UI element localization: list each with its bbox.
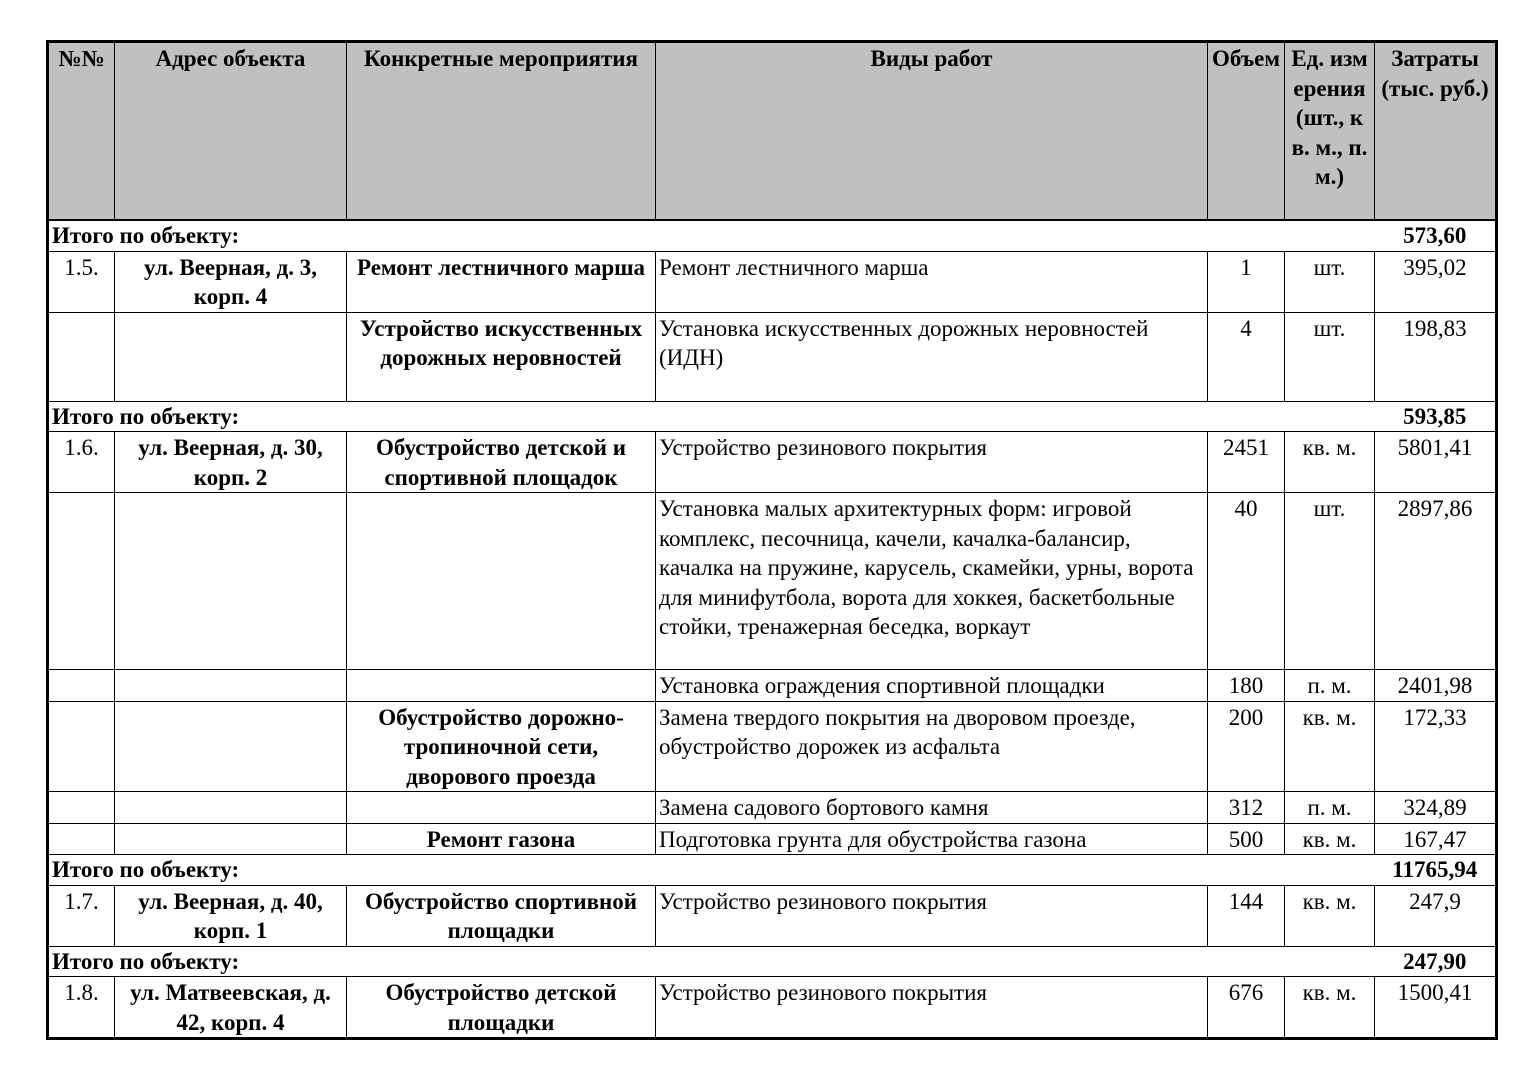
activity-cell: Устройство искусственных дорожных неровностей — [347, 312, 656, 401]
address-cell: ул. Матвеевская, д. 42, корп. 4 — [115, 977, 347, 1039]
work-type-cell: Замена садового бортового камня — [656, 792, 1208, 824]
work-type-cell: Установка ограждения спортивной площадки — [656, 670, 1208, 702]
unit-cell: кв. м. — [1285, 885, 1375, 946]
address-cell — [115, 823, 347, 855]
unit-cell: кв. м. — [1285, 701, 1375, 792]
header-cost: Затраты (тыс. руб.) — [1375, 42, 1497, 221]
header-volume: Объем — [1208, 42, 1285, 221]
volume-cell: 40 — [1208, 493, 1285, 670]
total-label: Итого по объекту: — [48, 855, 1375, 886]
work-type-cell: Установка искусственных дорожных неровностей (ИДН) — [656, 312, 1208, 401]
row-number-cell — [48, 312, 115, 401]
header-row — [48, 42, 1497, 221]
address-cell: ул. Веерная, д. 30, корп. 2 — [115, 432, 347, 493]
table-row — [48, 701, 1497, 792]
activity-cell: Обустройство детской и спортивной площадок — [347, 432, 656, 493]
work-type-cell: Замена твердого покрытия на дворовом проезде, обустройство дорожек из асфальта — [656, 701, 1208, 792]
volume-cell: 2451 — [1208, 432, 1285, 493]
cost-cell: 2897,86 — [1375, 493, 1497, 670]
activity-cell: Обустройство спортивной площадки — [347, 885, 656, 946]
unit-cell: шт. — [1285, 312, 1375, 401]
work-type-cell: Установка малых архитектурных форм: игровой комплекс, песочница, качели, качалка-балансир, качалка на пружине, карусель, скамейки, урны, ворота для минифутбола, ворота для хоккея, баскетбольные стойки, тренажерная беседка, воркаут — [656, 493, 1208, 670]
cost-cell: 5801,41 — [1375, 432, 1497, 493]
row-number-cell: 1.5. — [48, 251, 115, 312]
total-label: Итого по объекту: — [48, 220, 1375, 251]
total-value: 247,90 — [1375, 946, 1497, 977]
row-number-cell — [48, 670, 115, 702]
address-cell — [115, 792, 347, 824]
document-page — [46, 40, 1495, 1040]
unit-cell: кв. м. — [1285, 432, 1375, 493]
address-cell: ул. Веерная, д. 40, корп. 1 — [115, 885, 347, 946]
total-value: 11765,94 — [1375, 855, 1497, 886]
address-cell — [115, 312, 347, 401]
volume-cell: 1 — [1208, 251, 1285, 312]
cost-cell: 172,33 — [1375, 701, 1497, 792]
table-row — [48, 312, 1497, 401]
total-row — [48, 401, 1497, 432]
cost-cell: 1500,41 — [1375, 977, 1497, 1039]
unit-cell: кв. м. — [1285, 977, 1375, 1039]
address-cell — [115, 493, 347, 670]
cost-cell: 198,83 — [1375, 312, 1497, 401]
row-number-cell — [48, 493, 115, 670]
header-address: Адрес объекта — [115, 42, 347, 221]
activity-cell — [347, 670, 656, 702]
unit-cell: шт. — [1285, 251, 1375, 312]
total-row — [48, 855, 1497, 886]
row-number-cell — [48, 701, 115, 792]
table-body — [48, 220, 1497, 1039]
volume-cell: 676 — [1208, 977, 1285, 1039]
activity-cell — [347, 493, 656, 670]
row-number-cell — [48, 792, 115, 824]
activity-cell: Обустройство детской площадки — [347, 977, 656, 1039]
table-row — [48, 493, 1497, 670]
header-num: №№ — [48, 42, 115, 221]
total-row — [48, 946, 1497, 977]
activity-cell — [347, 792, 656, 824]
volume-cell: 180 — [1208, 670, 1285, 702]
work-type-cell: Ремонт лестничного марша — [656, 251, 1208, 312]
cost-cell: 395,02 — [1375, 251, 1497, 312]
table-row — [48, 823, 1497, 855]
volume-cell: 500 — [1208, 823, 1285, 855]
total-value: 573,60 — [1375, 220, 1497, 251]
total-label: Итого по объекту: — [48, 401, 1375, 432]
activity-cell: Ремонт лестничного марша — [347, 251, 656, 312]
row-number-cell: 1.8. — [48, 977, 115, 1039]
cost-cell: 324,89 — [1375, 792, 1497, 824]
row-number-cell: 1.7. — [48, 885, 115, 946]
table-row — [48, 885, 1497, 946]
volume-cell: 200 — [1208, 701, 1285, 792]
unit-cell: п. м. — [1285, 792, 1375, 824]
address-cell: ул. Веерная, д. 3, корп. 4 — [115, 251, 347, 312]
header-unit: Ед. измерения (шт., кв. м., п. м.) — [1285, 42, 1375, 221]
row-number-cell — [48, 823, 115, 855]
total-row — [48, 220, 1497, 251]
work-type-cell: Устройство резинового покрытия — [656, 432, 1208, 493]
volume-cell: 144 — [1208, 885, 1285, 946]
unit-cell: шт. — [1285, 493, 1375, 670]
work-type-cell: Устройство резинового покрытия — [656, 885, 1208, 946]
activity-cell: Обустройство дорожно-тропиночной сети, дворового проезда — [347, 701, 656, 792]
work-type-cell: Устройство резинового покрытия — [656, 977, 1208, 1039]
cost-cell: 167,47 — [1375, 823, 1497, 855]
table-row — [48, 977, 1497, 1039]
total-value: 593,85 — [1375, 401, 1497, 432]
table-row — [48, 432, 1497, 493]
volume-cell: 312 — [1208, 792, 1285, 824]
table-row — [48, 670, 1497, 702]
table-row — [48, 792, 1497, 824]
table-header — [48, 42, 1497, 221]
row-number-cell: 1.6. — [48, 432, 115, 493]
volume-cell: 4 — [1208, 312, 1285, 401]
total-label: Итого по объекту: — [48, 946, 1375, 977]
work-type-cell: Подготовка грунта для обустройства газона — [656, 823, 1208, 855]
unit-cell: кв. м. — [1285, 823, 1375, 855]
header-work: Виды работ — [656, 42, 1208, 221]
header-activity: Конкретные мероприятия — [347, 42, 656, 221]
cost-cell: 2401,98 — [1375, 670, 1497, 702]
table-row — [48, 251, 1497, 312]
cost-cell: 247,9 — [1375, 885, 1497, 946]
works-table — [46, 40, 1498, 1040]
address-cell — [115, 670, 347, 702]
unit-cell: п. м. — [1285, 670, 1375, 702]
address-cell — [115, 701, 347, 792]
activity-cell: Ремонт газона — [347, 823, 656, 855]
